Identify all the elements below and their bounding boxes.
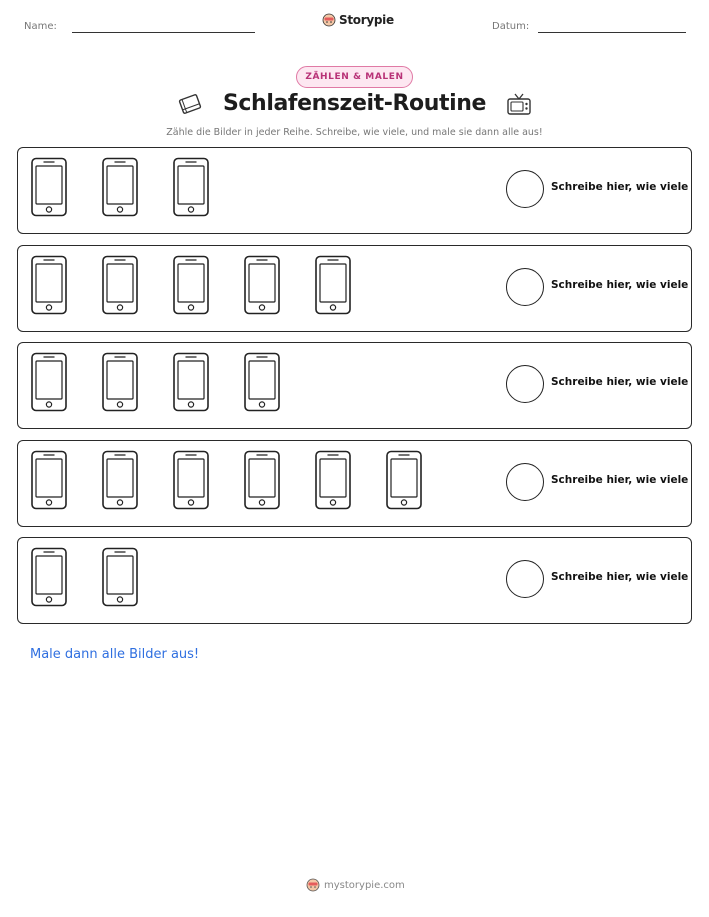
phone-icon (314, 450, 352, 510)
phone-icon (314, 255, 352, 315)
answer-label: Schreibe hier, wie viele (551, 279, 689, 291)
answer-label: Schreibe hier, wie viele (551, 376, 689, 388)
phone-icon (30, 255, 68, 315)
brand-name: Storypie (339, 13, 394, 27)
tv-icon (505, 90, 533, 118)
phone-icon (101, 255, 139, 315)
coloring-instruction: Male dann alle Bilder aus! (30, 647, 200, 662)
name-line[interactable] (72, 32, 255, 33)
phone-icon (172, 450, 210, 510)
answer-circle[interactable] (506, 365, 544, 403)
counting-row-1 (17, 147, 692, 234)
phone-icon (385, 450, 423, 510)
phone-icon (243, 450, 281, 510)
phone-icon (30, 157, 68, 217)
phone-icon (243, 255, 281, 315)
footer-url: mystorypie.com (324, 879, 405, 891)
counting-row-3 (17, 342, 692, 429)
footer (306, 878, 405, 892)
answer-circle[interactable] (506, 170, 544, 208)
phone-icon (172, 157, 210, 217)
phone-icon (30, 352, 68, 412)
answer-label: Schreibe hier, wie viele (551, 571, 689, 583)
phone-icon (101, 547, 139, 607)
phone-icon (172, 352, 210, 412)
answer-label: Schreibe hier, wie viele (551, 474, 689, 486)
brand-logo (322, 13, 394, 27)
answer-circle[interactable] (506, 268, 544, 306)
date-line[interactable] (538, 32, 686, 33)
counting-row-5 (17, 537, 692, 624)
category-badge: ZÄHLEN & MALEN (296, 66, 413, 88)
phone-icon (30, 547, 68, 607)
answer-label: Schreibe hier, wie viele (551, 181, 689, 193)
answer-circle[interactable] (506, 463, 544, 501)
phone-icon (30, 450, 68, 510)
phone-icon (101, 352, 139, 412)
counting-row-2 (17, 245, 692, 332)
answer-circle[interactable] (506, 560, 544, 598)
phone-icon (172, 255, 210, 315)
name-label: Name: (24, 21, 57, 32)
phone-icon (101, 450, 139, 510)
counting-row-4 (17, 440, 692, 527)
subtitle: Zähle die Bilder in jeder Reihe. Schreibe, wie viele, und male sie dann alle aus! (166, 127, 543, 138)
storypie-mascot-icon (306, 878, 320, 892)
page-title: Schlafenszeit-Routine (222, 91, 487, 116)
phone-icon (101, 157, 139, 217)
date-label: Datum: (492, 21, 530, 32)
storypie-mascot-icon (322, 13, 336, 27)
phone-icon (243, 352, 281, 412)
